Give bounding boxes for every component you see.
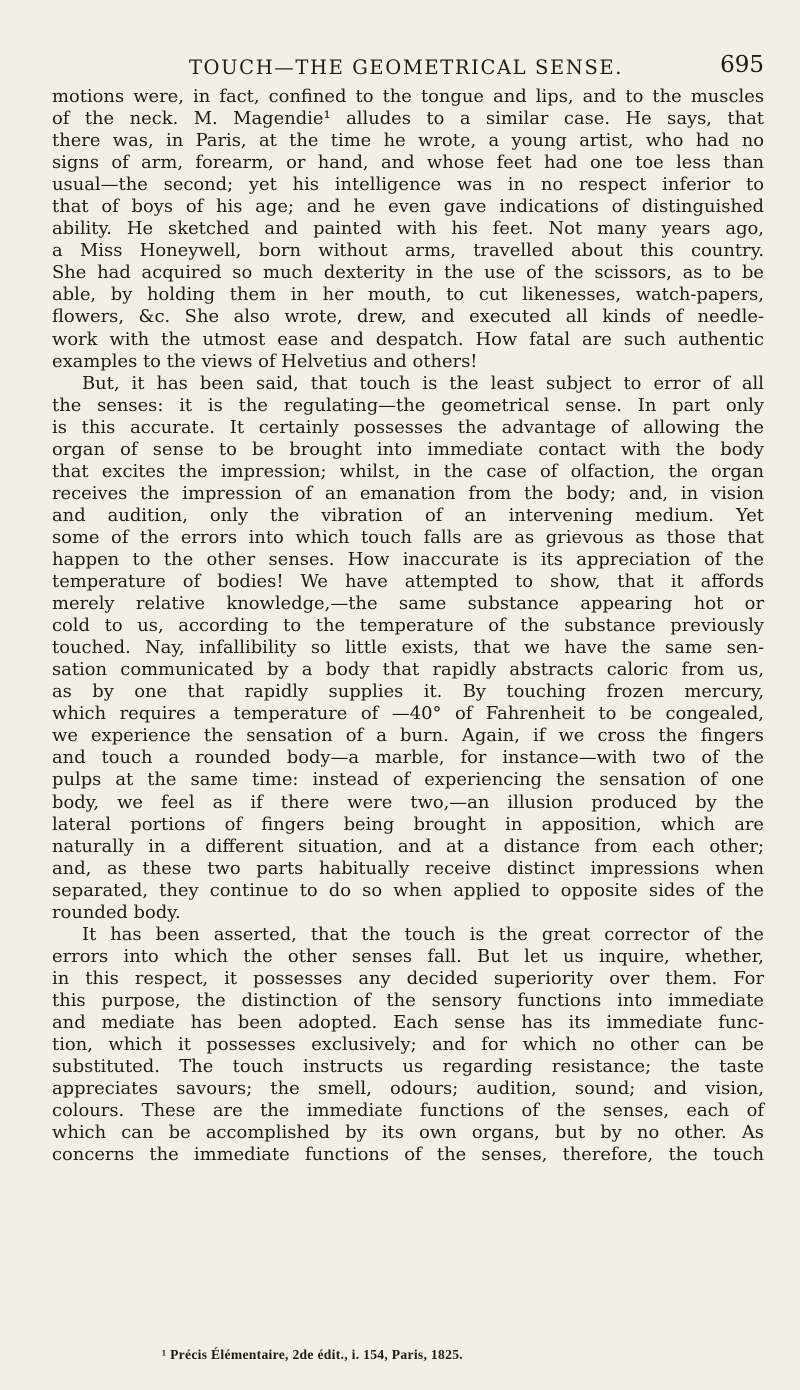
text-line: happen to the other senses. How inaccurate is its appreciation of the [52,548,764,570]
running-title: TOUCH—THE GEOMETRICAL SENSE. [188,56,624,79]
text-line: appreciates savours; the smell, odours; audition, sound; and vision, [52,1078,764,1100]
text-line: concerns the immediate functions of the senses, therefore, the touch [52,1144,764,1166]
text-line: sation communicated by a body that rapidly abstracts caloric from us, [52,659,764,681]
text-line: and mediate has been adopted. Each sense has its immediate func- [52,1011,764,1033]
text-line: receives the impression of an emanation from the body; and, in vision [52,482,764,504]
running-header [52,50,764,80]
text-line: flowers, &c. She also wrote, drew, and executed all kinds of needle- [52,306,764,328]
text-line: of the neck. M. Magendie¹ alludes to a similar case. He says, that [52,108,764,130]
text-line: work with the utmost ease and despatch. How fatal are such authentic [52,328,764,350]
text-line: some of the errors into which touch falls are as grievous as those that [52,526,764,548]
paragraph-start-line: It has been asserted, that the touch is the great corrector of the [82,923,764,945]
text-line: and, as these two parts habitually receive distinct impressions when [52,857,764,879]
text-line: and audition, only the vibration of an intervening medium. Yet [52,504,764,526]
body-text [52,86,764,1166]
text-line: naturally in a different situation, and at a distance from each other; [52,835,764,857]
text-line: we experience the sensation of a burn. Again, if we cross the fingers [52,725,764,747]
text-line: and touch a rounded body—a marble, for instance—with two of the [52,747,764,769]
text-line: tion, which it possesses exclusively; and for which no other can be [52,1034,764,1056]
text-line: is this accurate. It certainly possesses the advantage of allowing the [52,416,764,438]
text-line: usual—the second; yet his intelligence was in no respect inferior to [52,174,764,196]
footnote: ¹ Précis Élémentaire, 2de édit., i. 154, Paris, 1825. [162,1347,463,1362]
text-line: there was, in Paris, at the time he wrote, a young artist, who had no [52,130,764,152]
text-line: merely relative knowledge,—the same substance appearing hot or [52,593,764,615]
text-line: motions were, in fact, confined to the tongue and lips, and to the muscles [52,86,764,107]
text-line: colours. These are the immediate functions of the senses, each of [52,1100,764,1122]
text-line: organ of sense to be brought into immediate contact with the body [52,438,764,460]
text-line: this purpose, the distinction of the sensory functions into immediate [52,989,764,1011]
text-line: substituted. The touch instructs us regarding resistance; the taste [52,1056,764,1078]
text-line: ability. He sketched and painted with his feet. Not many years ago, [52,218,764,240]
text-line: errors into which the other senses fall. But let us inquire, whether, [52,945,764,967]
text-line: able, by holding them in her mouth, to cut likenesses, watch-papers, [52,284,764,306]
text-line: body, we feel as if there were two,—an illusion produced by the [52,791,764,813]
text-line: touched. Nay, infallibility so little exists, that we have the same sen- [52,637,764,659]
text-line: which requires a temperature of —40° of Fahrenheit to be congealed, [52,703,764,725]
text-line: signs of arm, forearm, or hand, and whose feet had one toe less than [52,152,764,174]
text-line: that of boys of his age; and he even gave indications of distinguished [52,196,764,218]
text-line: temperature of bodies! We have attempted to show, that it affords [52,571,764,593]
paragraph-start-line: But, it has been said, that touch is the least subject to error of all [82,372,764,394]
text-line: pulps at the same time: instead of experiencing the sensation of one [52,769,764,791]
text-line: lateral portions of fingers being brought in apposition, which are [52,813,764,835]
text-line: which can be accomplished by its own organs, but by no other. As [52,1122,764,1144]
text-line: a Miss Honeywell, born without arms, travelled about this country. [52,240,764,262]
text-line: She had acquired so much dexterity in the use of the scissors, as to be [52,262,764,284]
text-line: examples to the views of Helvetius and others! [52,350,478,372]
text-line: in this respect, it possesses any decided superiority over them. For [52,967,764,989]
text-line: rounded body. [52,901,181,923]
text-line: as by one that rapidly supplies it. By touching frozen mercury, [52,681,764,703]
text-line: cold to us, according to the temperature of the substance previously [52,615,764,637]
text-line: that excites the impression; whilst, in the case of olfaction, the organ [52,460,764,482]
text-line: separated, they continue to do so when applied to opposite sides of the [52,879,764,901]
text-line: the senses: it is the regulating—the geometrical sense. In part only [52,394,764,416]
page-number: 695 [720,52,764,78]
